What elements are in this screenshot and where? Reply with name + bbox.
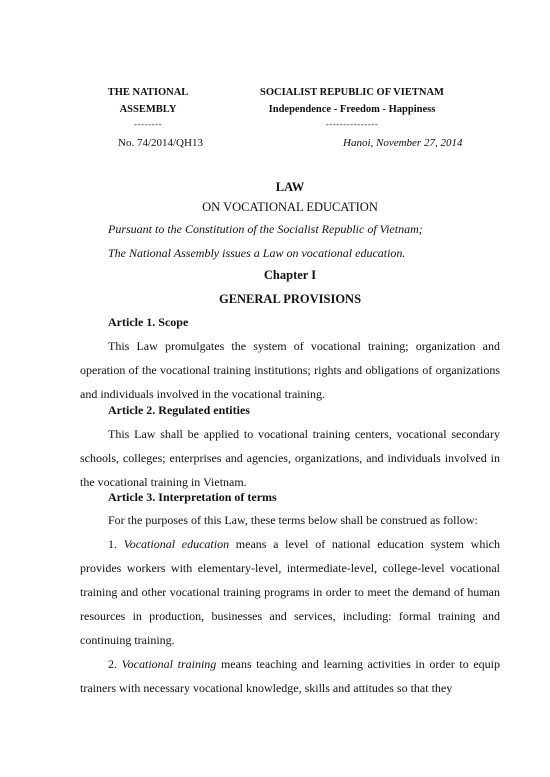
term-2-text: means teaching and learning activities in order to equip trainers with necessary vocational knowledge, skills and attitudes so that they [80,657,501,695]
preamble-line-2: The National Assembly issues a Law on vocational education. [108,246,406,260]
issuer-block [88,84,208,130]
term-1-term: Vocational education [123,537,230,551]
place-and-date: Hanoi, November 27, 2014 [343,137,463,149]
article-1-text: This Law promulgates the system of vocational training; organization and operation of the vocational training institutions; rights and obligations of organizations and individuals involved in the vocational training. [80,339,500,401]
issuer-line-1: THE NATIONAL [107,87,189,98]
chapter-number: Chapter I [263,268,317,282]
term-2-number: 2. [108,657,122,671]
country-name: SOCIALIST REPUBLIC OF VIETNAM [260,87,444,98]
national-motto-block [248,84,456,130]
term-1-definition [80,532,500,652]
motto-divider: --------------- [325,119,379,129]
term-1-text: means a level of national education system which provides workers with elementary-level, intermediate-level, college-level vocational training and other vocational training programs in order to meet the demand of human resources in production, businesses and services, including: formal training and continuing training. [80,537,501,647]
article-1-title: Article 1. Scope [108,315,189,329]
term-2-term: Vocational training [121,657,217,671]
document-type: LAW [275,180,305,194]
issuer-divider: -------- [134,119,162,129]
issuer-line-2: ASSEMBLY [119,104,177,115]
term-1-number: 1. [108,537,124,551]
chapter-title: GENERAL PROVISIONS [218,292,362,306]
article-3-title: Article 3. Interpretation of terms [108,490,277,504]
national-motto: Independence - Freedom - Happiness [268,104,436,115]
document-number: No. 74/2014/QH13 [118,137,203,149]
term-2-definition [80,652,500,700]
document-subject: ON VOCATIONAL EDUCATION [202,200,378,214]
article-2-title: Article 2. Regulated entities [108,403,250,417]
article-2-text: This Law shall be applied to vocational training centers, vocational secondary schools, colleges; enterprises and agencies, organizations, and individuals involved in the vocational training in Vietnam. [80,427,500,489]
preamble-line-1: Pursuant to the Constitution of the Socialist Republic of Vietnam; [108,222,423,236]
article-3-intro: For the purposes of this Law, these terms below shall be construed as follow: [108,513,478,527]
